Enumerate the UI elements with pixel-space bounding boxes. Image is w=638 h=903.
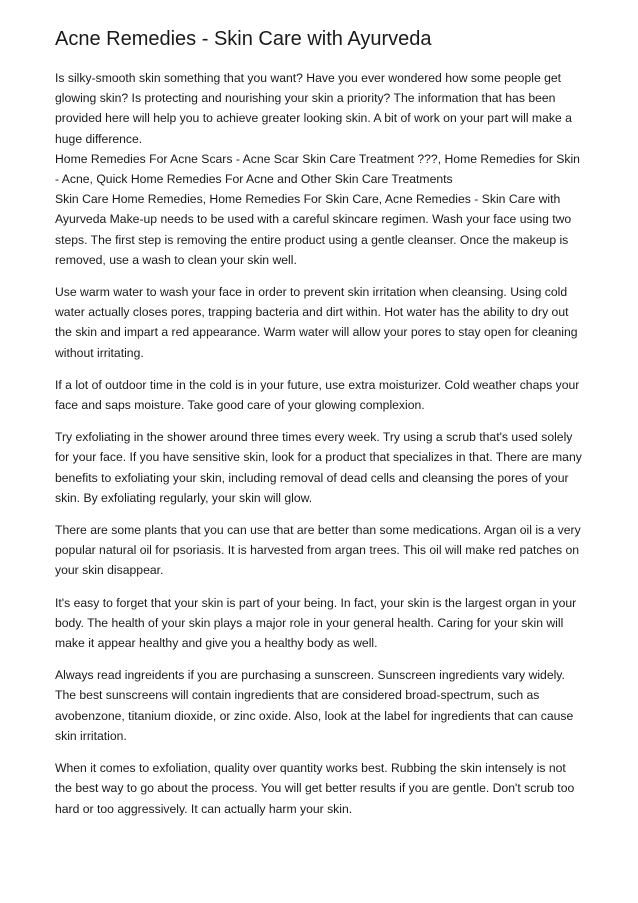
links-line: Home Remedies For Acne Scars - Acne Scar Skin Care Treatment ???, Home Remedies for Skin - Acne, Quick Home Remedies For Acne and Other Skin Care Treatments bbox=[55, 151, 580, 187]
intro-block bbox=[55, 68, 585, 270]
body-paragraph-1: Use warm water to wash your face in order to prevent skin irritation when cleansing. Using cold water actually closes pores, trapping bacteria and dirt within. Hot water has the ability to dry out the skin and impart a red appearance. Warm water will allow your pores to stay open for cleaning without irritating. bbox=[55, 285, 578, 360]
body-paragraph-3: Try exfoliating in the shower around three times every week. Try using a scrub that's used solely for your face. If you have sensitive skin, look for a product that specializes in that. There are many benefits to exfoliating your skin, including removal of dead cells and cleansing the pores of your skin. By exfoliating regularly, your skin will glow. bbox=[55, 430, 582, 505]
body-paragraph-6: Always read ingreidents if you are purchasing a sunscreen. Sunscreen ingredients vary widely. The best sunscreens will contain ingredients that are considered broad-spectrum, such as avobenzone, titanium dioxide, or zinc oxide. Also, look at the label for ingredients that can cause skin irritation. bbox=[55, 668, 574, 743]
lead-paragraph: Skin Care Home Remedies, Home Remedies For Skin Care, Acne Remedies - Skin Care with Ayurveda Make-up needs to be used with a careful skincare regimen. Wash your face using two steps. The first step is removing the entire product using a gentle cleanser. Once the makeup is removed, use a wash to clean your skin well. bbox=[55, 192, 572, 267]
body-paragraph-2: If a lot of outdoor time in the cold is in your future, use extra moisturizer. Cold weather chaps your face and saps moisture. Take good care of your glowing complexion. bbox=[55, 377, 580, 413]
document-page bbox=[55, 26, 585, 831]
body-paragraph-5: It's easy to forget that your skin is part of your being. In fact, your skin is the largest organ in your body. The health of your skin plays a major role in your general health. Caring for your skin will make it appear healthy and give you a healthy body as well. bbox=[55, 595, 577, 651]
document-title: Acne Remedies - Skin Care with Ayurveda bbox=[55, 28, 432, 50]
body-paragraph-4: There are some plants that you can use that are better than some medications. Argan oil is a very popular natural oil for psoriasis. It is harvested from argan trees. This oil will make red patches on your skin disappear. bbox=[55, 523, 581, 578]
body-paragraph-7: When it comes to exfoliation, quality over quantity works best. Rubbing the skin intensely is not the best way to go about the process. You will get better results if you are gentle. Don't scrub too hard or too aggressively. It can actually harm your skin. bbox=[55, 761, 575, 816]
intro-paragraph: Is silky-smooth skin something that you want? Have you ever wondered how some people get glowing skin? Is protecting and nourishing your skin a priority? The information that has been provided here will help you to achieve greater looking skin. A bit of work on your part will make a huge difference. bbox=[55, 71, 572, 146]
